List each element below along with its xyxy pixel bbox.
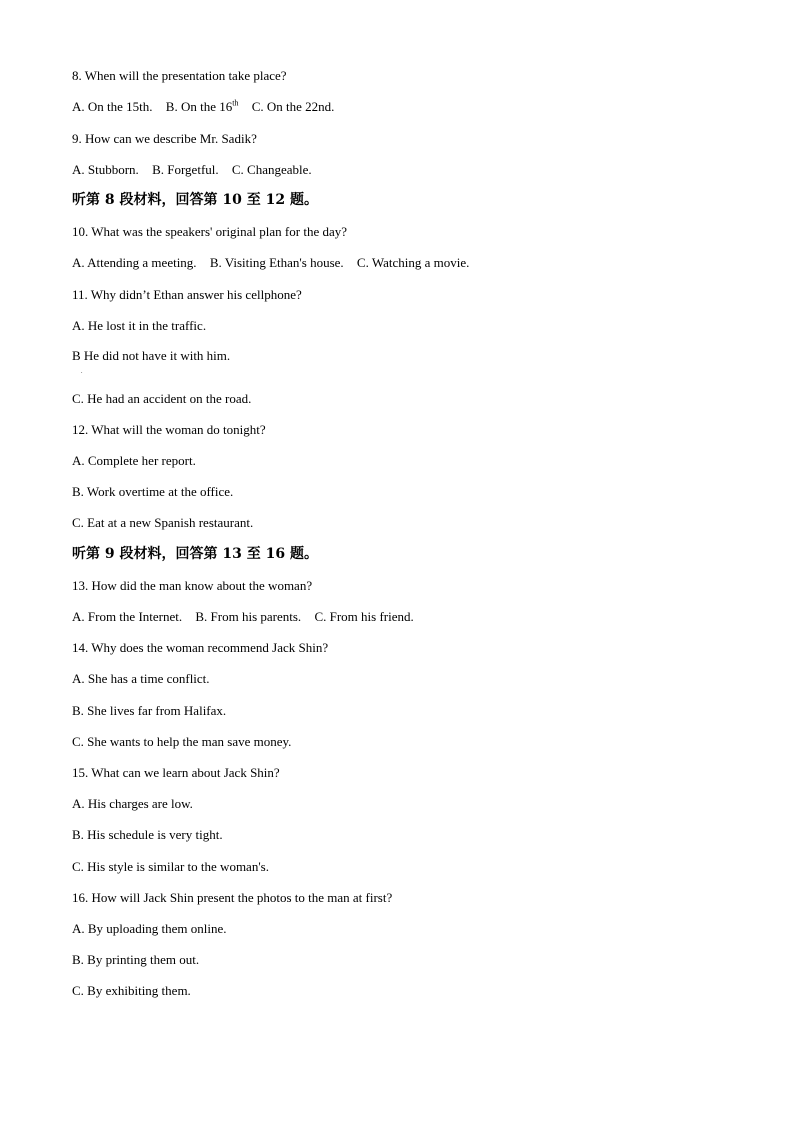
option-b: B. From his parents. [195,609,302,624]
option-c: C. On the 22nd. [251,99,335,114]
question-14-option-b: B. She lives far from Halifax. [72,703,227,718]
option-a: A. Attending a meeting. [72,255,197,270]
question-11: 11. Why didn’t Ethan answer his cellphone? [72,287,302,302]
question-12: 12. What will the woman do tonight? [72,422,266,437]
option-a: A. Stubborn. [72,162,139,177]
option-a: A. From the Internet. [72,609,183,624]
ordinal-suffix: th [232,98,239,108]
question-15-option-b: B. His schedule is very tight. [72,827,223,842]
question-14-option-a: A. She has a time conflict. [72,671,210,686]
question-12-option-a: A. Complete her report. [72,453,196,468]
question-16-option-c: C. By exhibiting them. [72,983,191,998]
question-13-options [72,609,414,625]
question-11-option-c: C. He had an accident on the road. [72,391,252,406]
option-b: B. Visiting Ethan's house. [209,255,344,270]
question-10-options [72,255,469,271]
section-heading-9: 听第 9 段材料，回答第 13 至 16 题。 [72,546,318,562]
option-b: B. Forgetful. [152,162,219,177]
question-9: 9. How can we describe Mr. Sadik? [72,131,257,146]
option-b [166,99,239,114]
question-11-option-b: B He did not have it with him. [72,348,231,363]
question-14-option-c: C. She wants to help the man save money. [72,734,292,749]
option-c: C. From his friend. [314,609,414,624]
question-11-option-a: A. He lost it in the traffic. [72,318,207,333]
question-12-option-b: B. Work overtime at the office. [72,484,234,499]
option-a: A. On the 15th. [72,99,153,114]
question-16-option-b: B. By printing them out. [72,952,200,967]
stray-mark: . [81,369,83,375]
question-15: 15. What can we learn about Jack Shin? [72,765,280,780]
option-c: C. Changeable. [231,162,312,177]
section-heading-8: 听第 8 段材料，回答第 10 至 12 题。 [72,192,318,208]
question-15-option-c: C. His style is similar to the woman's. [72,859,269,874]
question-10: 10. What was the speakers' original plan for the day? [72,224,348,239]
question-16: 16. How will Jack Shin present the photos to the man at first? [72,890,393,905]
option-b-text: B. On the 16 [165,99,233,114]
option-c: C. Watching a movie. [356,255,470,270]
question-15-option-a: A. His charges are low. [72,796,193,811]
question-12-option-c: C. Eat at a new Spanish restaurant. [72,515,254,530]
question-14: 14. Why does the woman recommend Jack Shin? [72,640,329,655]
question-8-options [72,99,334,115]
question-9-options [72,162,312,178]
question-16-option-a: A. By uploading them online. [72,921,227,936]
question-8: 8. When will the presentation take place? [72,68,287,83]
question-13: 13. How did the man know about the woman? [72,578,313,593]
